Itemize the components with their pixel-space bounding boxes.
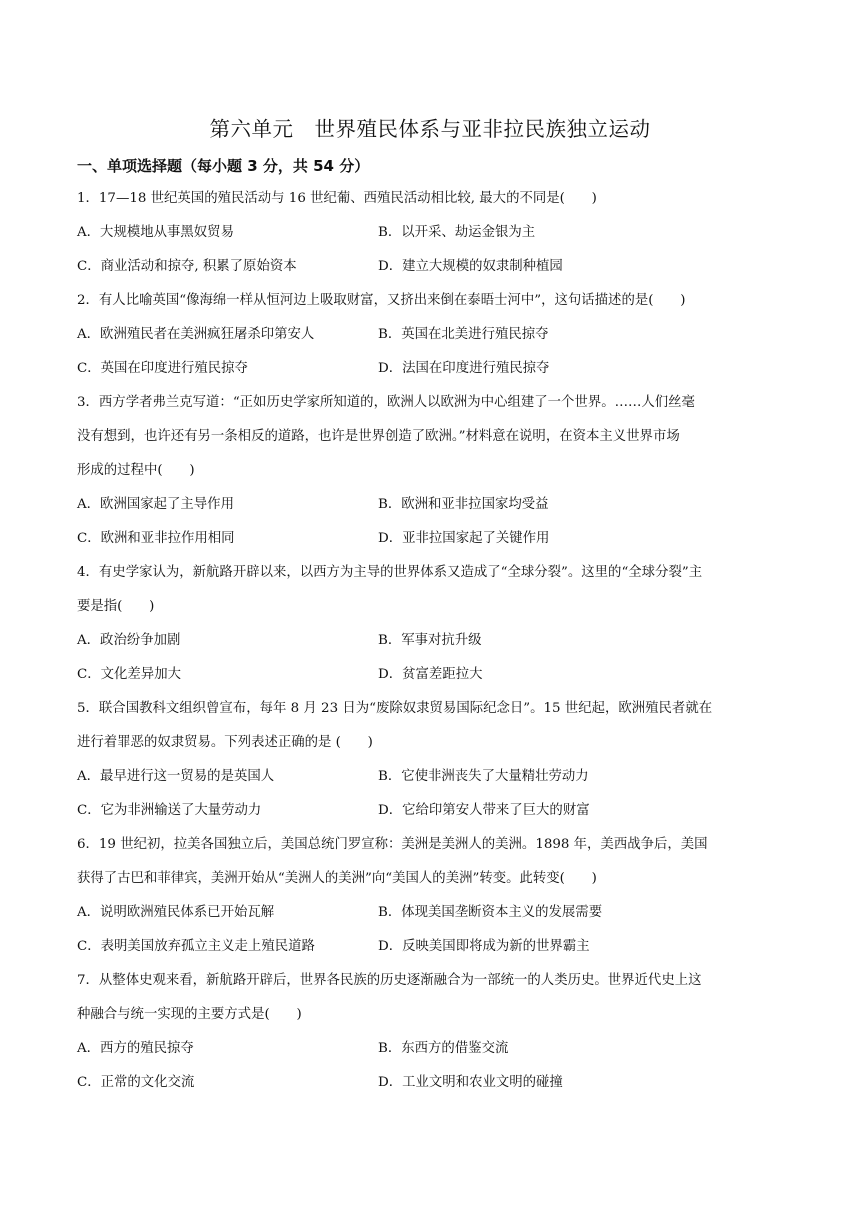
question-1-option-b: B．以开采、劫运金银为主 [378,225,536,240]
question-7-option-b: B．东西方的借鉴交流 [378,1041,509,1056]
question-2-option-b: B．英国在北美进行殖民掠夺 [378,327,549,342]
question-3-stem-line-3: 形成的过程中( ) [77,463,195,478]
question-6-option-c: C．表明美国放弃孤立主义走上殖民道路 [77,939,315,954]
question-4-stem-line-2: 要是指( ) [77,599,155,614]
question-7-option-a: A．西方的殖民掠夺 [77,1041,194,1056]
question-1-stem: 1．17—18 世纪英国的殖民活动与 16 世纪葡、西殖民活动相比较, 最大的不同是( ) [77,191,597,206]
question-6-option-d: D．反映美国即将成为新的世界霸主 [378,939,590,954]
question-7-stem-line-2: 种融合与统一实现的主要方式是( ) [77,1007,302,1022]
question-5-option-d: D．它给印第安人带来了巨大的财富 [378,803,590,818]
question-5-option-a: A．最早进行这一贸易的是英国人 [77,769,275,784]
question-1-option-c: C．商业活动和掠夺, 积累了原始资本 [77,259,297,274]
question-7-option-c: C．正常的文化交流 [77,1075,195,1090]
question-5-stem-line-1: 5．联合国教科文组织曾宣布，每年 8 月 23 日为“废除奴隶贸易国际纪念日”。15 世纪起，欧洲殖民者就在 [77,701,713,716]
question-7-option-d: D．工业文明和农业文明的碰撞 [378,1075,563,1090]
question-4-option-a: A．政治纷争加剧 [77,633,181,648]
question-3-option-a: A．欧洲国家起了主导作用 [77,497,234,512]
question-4-option-d: D．贫富差距拉大 [378,667,483,682]
question-2-stem: 2．有人比喻英国“像海绵一样从恒河边上吸取财富，又挤出来倒在泰晤士河中”，这句话描述的是( ) [77,293,686,308]
question-3-option-c: C．欧洲和亚非拉作用相同 [77,531,235,546]
question-6-stem-line-1: 6．19 世纪初，拉美各国独立后，美国总统门罗宣称：美洲是美洲人的美洲。1898 年，美西战争后，美国 [77,837,708,852]
question-3-option-b: B．欧洲和亚非拉国家均受益 [378,497,549,512]
question-4-option-b: B．军事对抗升级 [378,633,482,648]
question-7-stem-line-1: 7．从整体史观来看，新航路开辟后，世界各民族的历史逐渐融合为一部统一的人类历史。世界近代史上这 [77,973,702,988]
section-heading: 一、单项选择题（每小题 3 分，共 54 分） [77,157,370,175]
question-5-option-b: B．它使非洲丧失了大量精壮劳动力 [378,769,589,784]
question-6-option-b: B．体现美国垄断资本主义的发展需要 [378,905,603,920]
question-6-option-a: A．说明欧洲殖民体系已开始瓦解 [77,905,275,920]
question-5-option-c: C．它为非洲输送了大量劳动力 [77,803,262,818]
question-4-stem-line-1: 4．有史学家认为，新航路开辟以来，以西方为主导的世界体系又造成了“全球分裂”。这里的“全球分裂”主 [77,565,703,580]
question-6-stem-line-2: 获得了古巴和菲律宾，美洲开始从“美洲人的美洲”向“美国人的美洲”转变。此转变( ) [77,871,597,886]
page-title: 第六单元 世界殖民体系与亚非拉民族独立运动 [209,117,651,141]
question-3-stem-line-2: 没有想到，也许还有另一条相反的道路，也许是世界创造了欧洲。”材料意在说明，在资本主义世界市场 [77,429,680,444]
question-2-option-c: C．英国在印度进行殖民掠夺 [77,361,248,376]
question-3-stem-line-1: 3．西方学者弗兰克写道：“正如历史学家所知道的，欧洲人以欧洲为中心组建了一个世界。……人们丝毫 [77,395,695,410]
question-1-option-d: D．建立大规模的奴隶制种植园 [378,259,563,274]
question-4-option-c: C．文化差异加大 [77,667,181,682]
question-2-option-a: A．欧洲殖民者在美洲疯狂屠杀印第安人 [77,327,315,342]
question-3-option-d: D．亚非拉国家起了关键作用 [378,531,550,546]
question-2-option-d: D．法国在印度进行殖民掠夺 [378,361,550,376]
question-5-stem-line-2: 进行着罪恶的奴隶贸易。下列表述正确的是 ( ) [77,735,373,750]
question-1-option-a: A．大规模地从事黑奴贸易 [77,225,234,240]
